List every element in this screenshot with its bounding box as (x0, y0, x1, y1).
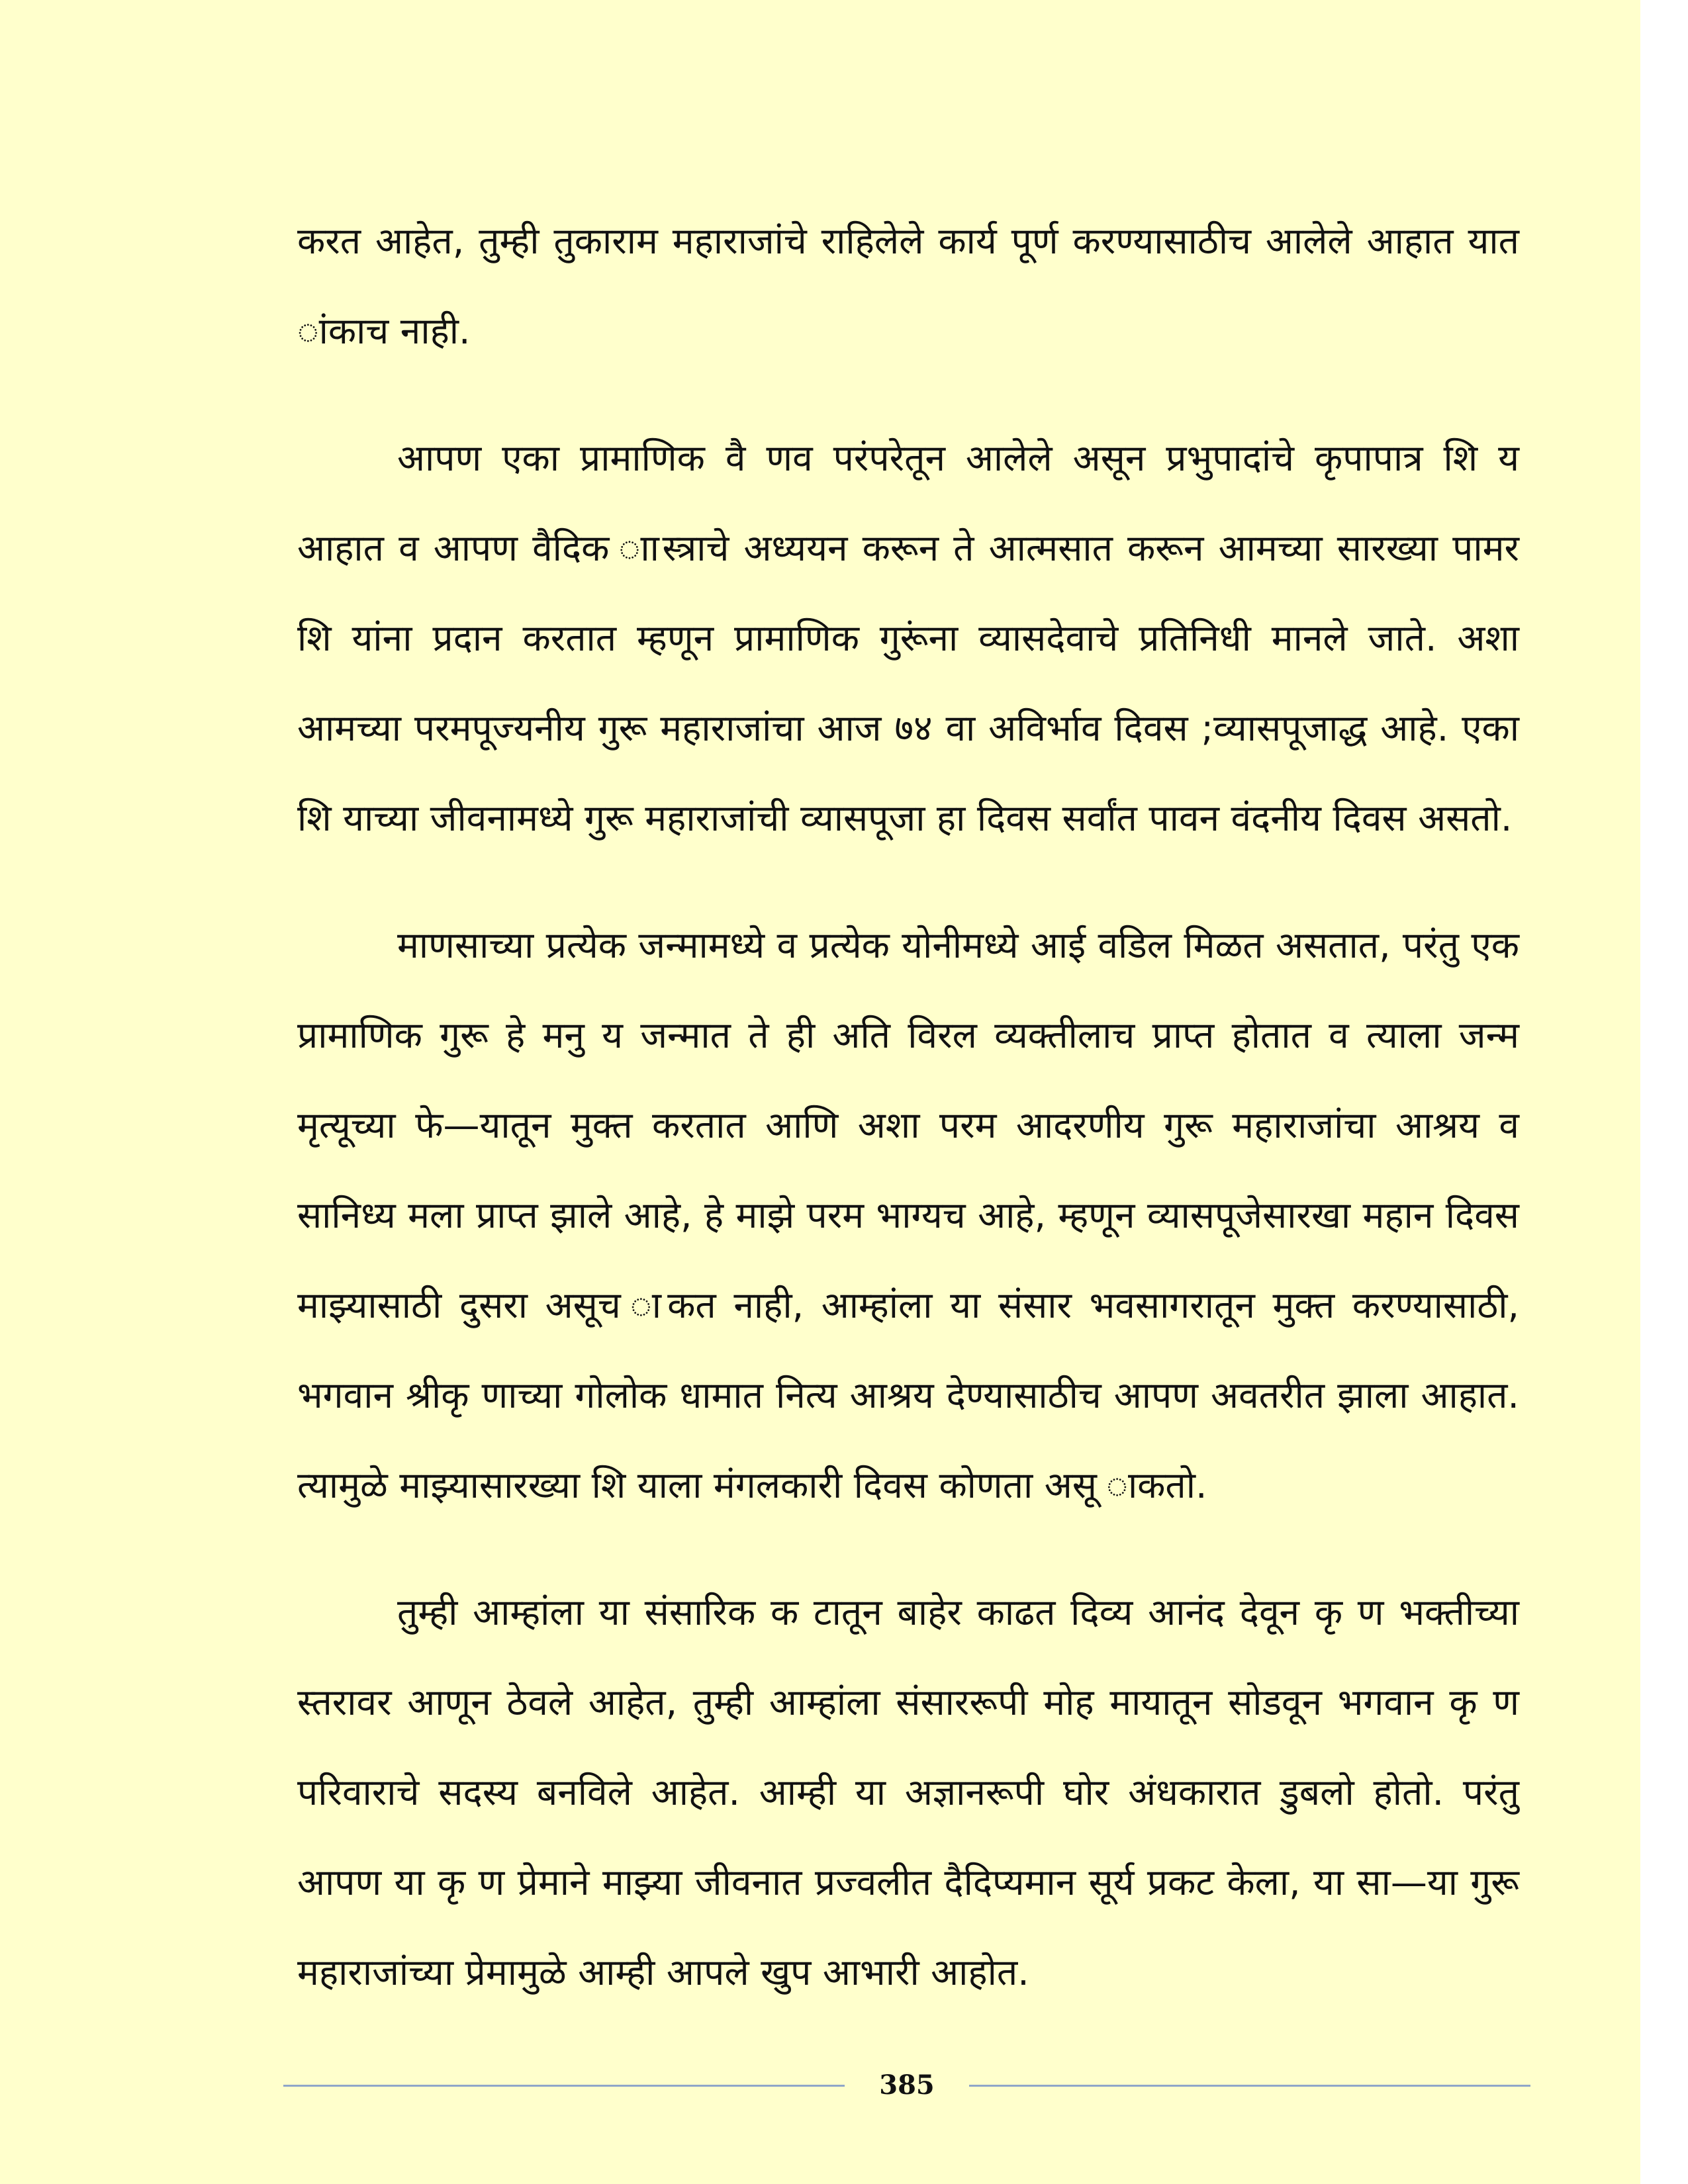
page-number: 385 (879, 2070, 935, 2101)
page-footer (283, 2069, 1530, 2102)
body-text (297, 196, 1519, 2054)
paragraph-continuation: करत आहेत, तुम्ही तुकाराम महाराजांचे राहिलेले कार्य पूर्ण करण्यासाठीच आलेले आहात यात ांकाच नाही. (297, 220, 1519, 352)
footer-rule-right (969, 2085, 1530, 2087)
paragraph-gratitude: तुम्ही आम्हांला या संसारिक क टातून बाहेर काढत दिव्य आनंद देवून कृ ण भक्तीच्या स्तरावर आणून ठेवले आहेत, तुम्ही आम्हांला संसाररूपी मोह मायातून सोडवून भगवान कृ ण परिवाराचे सदस्य बनविले आहेत. आम्ही या अज्ञानरूपी घोर अंधकारात डुबलो होतो. परंतु आपण या कृ ण प्रेमाने माझ्या जीवनात प्रज्वलीत दैदिप्यमान सूर्य प्रकट केला, या सा—या गुरू महाराजांच्या प्रेमामुळे आम्ही आपले खुप आभारी आहोत. (297, 1591, 1519, 1993)
footer-rule-left (283, 2085, 845, 2087)
paragraph-vyaspuja: आपण एका प्रामाणिक वै णव परंपरेतून आलेले असून प्रभुपादांचे कृपापात्र शि य आहात व आपण वैदिक ाास्त्राचे अध्ययन करून ते आत्मसात करून आमच्या सारख्या पामर शि यांना प्रदान करतात म्हणून प्रामाणिक गुरूंना व्यासदेवाचे प्रतिनिधी मानले जाते. अशा आमच्या परमपूज्यनीय गुरू महाराजांचा आज ७४ वा अविर्भाव दिवस ;व्यासपूजाद्ध आहे. एका शि याच्या जीवनामध्ये गुरू महाराजांची व्यासपूजा हा दिवस सर्वांत पावन वंदनीय दिवस असतो. (297, 437, 1519, 839)
paragraph-guru-ashray: माणसाच्या प्रत्येक जन्मामध्ये व प्रत्येक योनीमध्ये आई वडिल मिळत असतात, परंतु एक प्रामाणिक गुरू हे मनु य जन्मात ते ही अति विरल व्यक्तीलाच प्राप्त होतात व त्याला जन्म मृत्यूच्या फे—यातून मुक्त करतात आणि अशा परम आदरणीय गुरू महाराजांचा आश्रय व सानिध्य मला प्राप्त झाले आहे, हे माझे परम भाग्यच आहे, म्हणून व्यासपूजेसारखा महान दिवस माझ्यासाठी दुसरा असूच ाकत नाही, आम्हांला या संसार भवसागरातून मुक्त करण्यासाठी, भगवान श्रीकृ णाच्या गोलोक धामात नित्य आश्रय देण्यासाठीच आपण अवतरीत झाला आहात. त्यामुळे माझ्यासारख्या शि याला मंगलकारी दिवस कोणता असू ाकतो. (297, 924, 1519, 1506)
